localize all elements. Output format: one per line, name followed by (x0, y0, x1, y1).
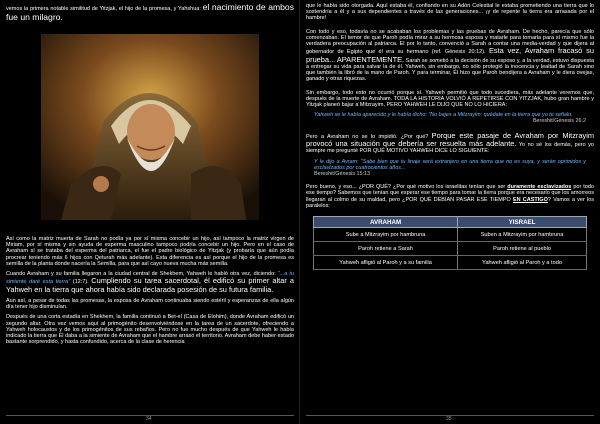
top-text-small: vemos la primera notable similitud de Yitzjak, el hijo de la promesa, y Yahshua: (6, 6, 201, 12)
left-para3: Aun así, a pesar de todas las promesas, la esposa de Avraham continuaba siendo estéril y esperanzas de ella algún día tener hijo disminuían. (6, 298, 294, 311)
table-cell: Paroh retiene al pueblo (458, 242, 587, 256)
quote1-ref: Bereshit/Génesis 26:2 (532, 118, 586, 125)
para2-small-right: Con todo y eso, todavía no se acababan los problemas y las pruebas de Avraham. De hecho, parecía que sólo comenzaban. El temor de que Paroh podía mirar a su hermosa esposa y matarle para tomarla para sí mismo fue la verdadera preocupación al patriarca. El por lo tanto, convenció a Sarah a contar una media-verdad y que dijera al gobernador de Egipto que él era su hermano (ref. Génesis 20:12). (306, 28, 594, 56)
para2-end-right: Sarah se sometió a la decisión de su esposo y, a la verdad, estuvo dispuesta a entregar su vida para salvar la de él. Yahweh, sin embargo, no sólo protegió la inocencia y lealtad de Sarah sino que también la libró de la mano de Paroh. Y para terminar, Él hizo que Paroh bendijera a Avraham y le diera ovejas, ganado y otras riquezas. (306, 57, 595, 83)
table-cell: Yahweh afligió al Paroh y a su familia (314, 256, 458, 270)
left-page-number: 34 (146, 416, 152, 422)
para5-underline1: duramente esclavizados (507, 184, 572, 191)
left-lower-text (0, 236, 300, 424)
abraham-painting (41, 34, 259, 220)
right-page (300, 0, 600, 424)
para2-quote: "...a tu simiente daré esta tierra" (6, 271, 295, 286)
table-row (314, 242, 587, 256)
table-cell: Suben a Mitzrayim por hambruna (458, 228, 587, 242)
para2-small: Cuando Avraham y su familia llegaron a la ciudad central de Shekhem, Yahweh le habló otra vez, diciendo: (6, 271, 276, 278)
para5-c: ? Vamos a ver los paralelos: (306, 196, 594, 209)
table-header-yisrael: YISRAEL (458, 217, 587, 228)
para5-underline2: EN CASTIGO (513, 196, 548, 203)
table-cell: Yahweh afligió al Paroh y a todo (458, 256, 587, 270)
table-row (314, 228, 587, 242)
quote2-text: Y le dijo a Avram: "Sabe bien que tu linaje será extranjero en una tierra que no es suya, y serán oprimidos y esclavizados por cuatrocientos años... (314, 158, 586, 171)
quote1-text: Yahweh se le había aparecido y le había dicho: "No bajes a Mitzrayim; quédate en la tierra que yo te señalo. (314, 112, 573, 119)
para5-b: por todo ese tiempo? Sabemos que tenían que esperar ese tiempo para tomar la tierra porque era necesario que los amorreos llegaran al colmo de su maldad, pero ¿POR QUÉ DEBÍAN PASAR ESE TIEMPO (306, 184, 594, 203)
para2-big-right: Esta vez, Avraham fracasó su prueba... APARENTEMENTE. (306, 46, 594, 64)
left-para2 (6, 271, 294, 294)
table-header-avraham: AVRAHAM (314, 217, 458, 228)
right-page-number: 35 (446, 416, 452, 422)
quote-genesis-26 (314, 112, 586, 124)
right-para5 (306, 184, 594, 209)
left-para1: Así como la matriz muerta de Sarah no podía ya por sí misma concebir un hijo, así tampoco la matriz virgen de Miriam, por sí misma y sin ayuda de esperma masculino tampoco podría concebir un hijo. Pero en el caso de Avraham sí se trataba del esperma del patriarca, el fue el padre biológico de Yitzjak (y probaría que aún podía procrear teniendo más 6 hijos con Qeturah más adelante). Esta diferencia es así porque el hijo de la promesa es semilla de la planta donde nacería la Semilla, para que así cayo nueva mucha más semilla. (6, 236, 294, 267)
top-text-big: el nacimiento de ambos fue un milagro. (6, 2, 295, 22)
right-para3: Sin embargo, todo esto no ocurrió porque sí. Yahweh permitió que todo sucediera, más adelante veremos que, después de la muerte de Avraham. TODA LA HISTORIA VOLVIÓ A REPETIRSE CON YITZJAK, hubo gran hambre y Yitzjak planeó bajar a Mitzrayim, PERO YAHWEH LE DIJO QUE NO LO HICIERA: (306, 89, 594, 109)
table-row (314, 256, 587, 270)
para2-big: Cumpliendo su tarea sacerdotal, él edificó su primer altar a Yahweh en la tierra que ahora había sido declarada posesión de su futura familia. (6, 276, 295, 294)
table-cell: Paroh retiene a Sarah (314, 242, 458, 256)
right-para2 (306, 29, 594, 83)
right-para1: que le había sido otorgada. Aquí estaba él, confiando en su Adón Celestial le estaba prometiendo una tierra que lo sostendría a él y a sus dependientes a través de las generaciones... ¡y de repente la tierra era arrasada por el hambre! (306, 3, 594, 22)
left-para4: Después de una corta estadía en Shekhem, la familia continuó a Bet-el (Casa de Elohim), donde Avraham edificó un segundo altar. Otra vez vemos aquí al primogénito desenvolviéndose en la tarea de un sacerdote, ofreciendo a Yahweh holocaustos y de los primogénitos de sus rebaños. Pero no fue mucho después de que Yahweh le había indicado la tierra que Él daba a la simiente de Avraham que el hambre arrasó el territorio. Avraham debe haber estado bastante sorprendido, y hasta confundido, acerca de la clase de herencia (6, 314, 294, 346)
table-header-row (314, 217, 587, 228)
para4-big: Porque este pasaje de Avraham por Mitzrayim provocó una situación que debería ser resuelta más adelante. (306, 130, 594, 149)
para2-ref: (12:7). (72, 279, 89, 286)
para4-end: Yo no sé los demás, pero yo siempre me pregunté POR QUÉ MOTIVO YAHWEH DICE LO SIGUIENTE: (306, 142, 594, 155)
quote-genesis-15 (314, 159, 586, 178)
para4-small: Pero a Avraham no se lo impidió. ¿Por qué? (306, 133, 429, 140)
table-cell: Sube a Mitzrayim por hambruna (314, 228, 458, 242)
left-top-text (6, 3, 294, 22)
quote2-ref: Bereshit/Génesis 15:13 (314, 171, 371, 178)
para5-a: Pero bueno, y eso... ¿POR QUÉ? ¿Por qué motivo los israelitas tenían que ser (306, 184, 506, 191)
right-para4 (306, 132, 594, 155)
parallels-table (313, 216, 587, 270)
